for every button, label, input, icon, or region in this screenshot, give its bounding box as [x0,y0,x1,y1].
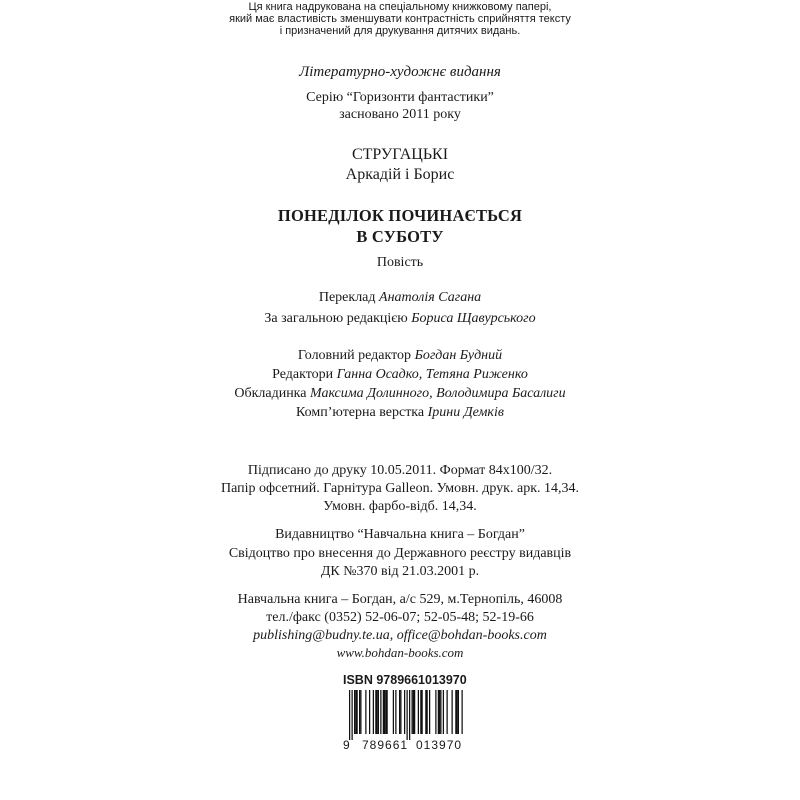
cover-label: Обкладинка [234,386,310,401]
barcode-bar [452,690,453,734]
chief-editor-name: Богдан Будний [414,348,503,363]
barcode-bar [439,690,440,734]
barcode-bar [409,690,410,740]
barcode-bar [378,690,379,734]
paper-notice-line-1: Ця книга надрукована на спеціальному книжковому папері, [248,1,552,13]
barcode-digits-right: 013970 [416,738,463,752]
barcode-bar [414,690,415,734]
barcode-bar [422,690,423,734]
barcode-bar [383,690,384,734]
general-editing-credit [0,311,800,327]
barcode-bar [407,690,408,740]
contact-website[interactable]: www.bohdan-books.com [336,645,464,660]
barcode-bar [418,690,419,734]
layout-credit [0,405,800,421]
barcode-bar [377,690,378,734]
publisher-line-3: ДК №370 від 21.03.2001 р. [320,564,480,579]
editing-label: За загальною редакцією [264,311,412,326]
barcode-bar [400,690,401,734]
authors-surname: СТРУГАЦЬКІ [351,146,449,163]
editors-names: Ганна Осадко, Тетяна Риженко [336,367,528,382]
translator-name: Анатолія Сагана [379,290,482,305]
barcode-bar [429,690,430,734]
barcode-bar [352,690,353,740]
publisher-line-1: Видавництво “Навчальна книга – Богдан” [275,527,525,542]
barcode-bar [435,690,436,734]
barcode-digits-left: 789661 [362,738,409,752]
barcode-bar [455,690,456,734]
authors-names: Аркадій і Борис [345,166,455,183]
barcode-bar [349,690,350,740]
barcode-bar [357,690,358,734]
barcode-digit-first: 9 [343,738,351,752]
barcode-bar [420,690,421,734]
print-info-line-1: Підписано до друку 10.05.2011. Формат 84x100/32. [247,463,553,478]
book-title-line-1: ПОНЕДІЛОК ПОЧИНАЄТЬСЯ [277,206,523,225]
publisher-line-2: Свідоцтво про внесення до Державного реєстру видавців [228,546,572,561]
book-title-line-2: В СУБОТУ [356,227,444,246]
barcode-bar [412,690,413,734]
barcode-bar [387,690,388,734]
translation-label: Переклад [318,290,380,305]
series-line-2: засновано 2011 року [339,107,461,122]
barcode-bar [457,690,458,734]
barcode-bar [354,690,355,734]
barcode-bar [395,690,396,734]
barcode-bar [369,690,370,734]
contact-emails[interactable]: publishing@budny.te.ua, office@bohdan-books.com [253,628,547,643]
general-editor-name: Бориса Щавурського [411,311,536,326]
barcode-bar [462,690,463,734]
contact-address: Навчальна книга – Богдан, а/с 529, м.Тернопіль, 46008 [237,592,563,607]
chief-editor-label: Головний редактор [297,348,415,363]
cover-artists: Максима Долинного, Володимира Басалиги [310,386,566,401]
edition-type: Літературно-художнє видання [299,64,501,80]
series-line-1: Серію “Горизонти фантастики” [306,90,494,105]
barcode-bar [375,690,376,734]
print-info-line-3: Умовн. фарбо-відб. 14,34. [323,499,477,514]
barcode-bar [373,690,374,734]
genre: Повість [376,255,424,270]
barcode-bar [360,690,361,734]
layout-artist: Ірини Демків [427,405,504,420]
barcode-bar [399,690,400,734]
barcode-bar [447,690,448,734]
barcode-bar [384,690,385,734]
barcode-bar [359,690,360,734]
barcode-bar [385,690,386,734]
barcode-bar [443,690,444,734]
editors-label: Редактори [272,367,337,382]
translation-credit [0,290,800,306]
chief-editor-credit [0,348,800,364]
contact-phones: тел./факс (0352) 52-06-07; 52-05-48; 52-19-66 [266,610,534,625]
isbn-barcode [343,690,463,740]
barcode-bar [440,690,441,734]
barcode-bar [413,690,414,734]
barcode-bar [404,690,405,734]
cover-credit [0,386,800,402]
isbn-label: ISBN 9789661013970 [343,673,467,687]
barcode-bar [365,690,366,734]
print-info-line-2: Папір офсетний. Гарнітура Galleon. Умовн. друк. арк. 14,34. [221,481,579,496]
paper-notice-line-2: який має властивість зменшувати контрастність сприйняття тексту [229,13,571,25]
barcode-bar [393,690,394,734]
editors-credit [0,367,800,383]
barcode-bar [380,690,381,734]
barcode-bar [425,690,426,734]
barcode-bar [427,690,428,734]
barcode-bar [355,690,356,734]
barcode-bar [438,690,439,734]
paper-notice-line-3: і призначений для друкування дитячих видань. [279,25,521,37]
barcode-bar [458,690,459,734]
layout-label: Комп’ютерна верстка [296,405,428,420]
